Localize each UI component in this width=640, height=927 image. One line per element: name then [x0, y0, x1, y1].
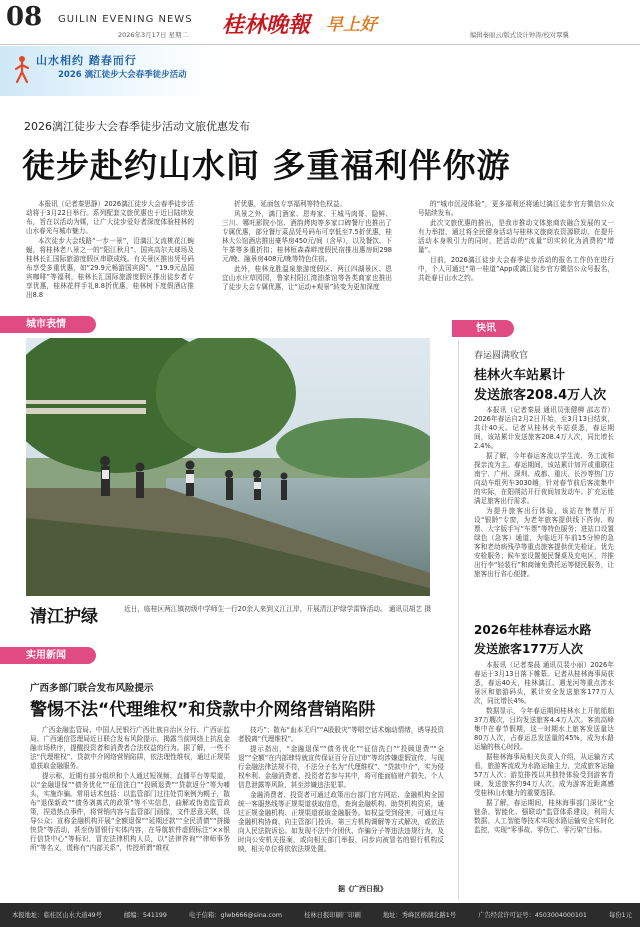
- brief2-headline-line1: 2026年桂林春运水路: [474, 623, 592, 637]
- paragraph: 数据显示，今年春运期间桂林水上开航船舶37万艘次，日均发送旅客4.4万人次。客流高峰集中在春节假期，这一时期水上旅客发送量达80万人次，占春运总发送量的45%，成为水路运输的核心时段。: [474, 707, 614, 751]
- riverbank-cleanup-photo: [26, 338, 430, 596]
- footer-ad-license: 广告经营许可证号：4503004000101: [478, 912, 587, 919]
- paragraph: 据了解，今年春运客流以学生流、务工流和探亲流为主。春运期间，该站累计加开或重联往南宁、广州、深圳、成都、重庆、长沙等热门方向动车组列车3030趟，针对春节前后客流集中的实际，在阳朔站开行夜间加发动车。扩充运能满足旅客出行需求。: [474, 452, 614, 505]
- main-article-kicker: 2026漓江徒步大会春季徒步活动文旅优惠发布: [24, 120, 250, 133]
- paragraph: 此次文旅优惠的推出，是我市推动文体旅商农融合发展的又一有力举措，通过将全民健身活动与桂林文旅商农资源联动，在提升活动本身吸引力的同时，把活动的“流量”切实转化为消费的“增量”。: [418, 219, 614, 254]
- footer-postcode: 邮编：541199: [123, 912, 167, 919]
- paragraph: 本报讯（记者秦晨 通讯员裴小丽）2026年春运于3月13日落下帷幕。记者从桂林海事局获悉，春运40天，桂林漓江、遇龙河等重点涉水景区和旅游码头，累计安全发送旅客177万人次，同比增长4%。: [474, 661, 614, 705]
- footer-email: 电子信箱：glwb666@sina.com: [188, 912, 282, 919]
- page-number: 08: [6, 2, 43, 32]
- banner-subtitle: 2026 漓江徒步大会春季徒步活动: [58, 70, 187, 80]
- paragraph: 此外，桂林龙胜温泉旅游度假区、两江四湖景区、恩宜山水庄草园园，鲁家村阳江湾油茶馆等各类商家也推出了徒步大会专属优惠，让“运动+观景”转变为更加深度: [222, 265, 392, 291]
- paragraph: 为提升旅客出行体验，该站在售票厅开设“银龄”专窗，为老年旅客提供线下咨询、购票、大字版手写“车票”等特色服务；进站口设置绿色（急客）通道，为临近开车前15分钟的急客和老幼病残孕等重点旅客提供优先检证、优先安检服务；候车室设置便民餐桌及充电区，并推出行李“轻装行”和商铺免费托运等便民服务，让旅客出行省心便捷。: [474, 507, 614, 578]
- paragraph: 技巧”；散布“血本无归”“A股股灾”等唱空话术煽动情绪，诱导投资者脱离“代理维权”。: [238, 726, 444, 743]
- section-ribbon-city: 城市表情: [0, 316, 96, 333]
- second-article-column-1: [30, 726, 230, 854]
- issue-date: 2026年3月17日 星期二: [118, 31, 189, 39]
- paper-logo: 桂林晚報: [222, 13, 311, 38]
- sidebar-divider: [458, 340, 459, 900]
- brief2-headline-line2: 发送旅客177万人次: [474, 642, 584, 656]
- main-article-headline: 徒步赴约山水间 多重福利伴你游: [22, 146, 511, 185]
- brief1-body: [474, 406, 614, 580]
- paper-slogan: 早上好: [326, 15, 377, 35]
- paragraph: 本报讯（记者秦思静）2026漓江徒步大会春季徒步活动将于3月22日举行。系列配套文旅优惠也于近日陆续发布，旨在以活动为媒，让广大徒步爱好者深度体验桂林的山水春光与城市魅力。: [26, 200, 194, 235]
- paragraph: 据了解，春运期间，桂林海事部门深化“全链条、智能化、强联动”监管体系建设，利用大数据、人工智能等技术实现水路运输安全实时化监控，实现“零事故、零伤亡、零污染”目标。: [474, 799, 614, 834]
- paragraph: 据桂林海事局相关负责人介绍，从运输方式看，旅游客流成为水路运输主力，完成旅客运输57万人次；游览排筏以其独特体验受到游客青睐，发送旅客约94万人次，成为游客近距离感受桂林山水魅力的重要选择。: [474, 753, 614, 797]
- brief1-headline-line2: 发送旅客208.4万人次: [474, 388, 607, 403]
- brief1-headline-line1: 桂林火车站累计: [474, 368, 566, 383]
- footer-address: 本报地址：临桂区山水大道49号: [12, 912, 102, 919]
- footer-printer: 桂林日报印刷厂印刷: [304, 912, 361, 919]
- second-article-column-2: [238, 726, 444, 855]
- footer-price: 每份1元: [609, 912, 632, 919]
- hiker-icon: [12, 54, 32, 84]
- paragraph: 广西金融监管局、中国人民银行广西壮族自治区分行、广西证监局、广西通信管理局近日联合发布风险提示，揭露当前网络上抗乱金融市场秩序，提醒投资者和消费者合法权益的行为。据了解，一些不法“代理维权”、贷款中介网络营销陷阱，依法理性维权，通过正规渠道获取金融服务。: [30, 726, 230, 770]
- second-article-headline: 警惕不法“代理维权”和贷款中介网络营销陷阱: [30, 700, 376, 720]
- paragraph: 提示指出，“金融退保”“债务优化”“征信洗白”“投顾退费”“全退”“全额”在内部肆恃就宣传保证百分百过审”等均涉嫌虚假宣传，与现行金融法律法规不符，不法分子名为“代理维权”、“贷款中介”，实为侵权牟利、金融消费者、投资者若参与其中，将可能面临财产损失、个人信息泄露等风险，甚至涉嫌违法犯罪。: [238, 745, 444, 789]
- paragraph: 金融消费者、投资者可通过政策出台部门官方网站、金融机构全国统一客服热线等正规渠道获取信息，查询金融机构、助贷机构资质，通过正规金融机构、正规渠道获取金融服务。如权益受到侵害，可通过与金融机构协商、向主管部门投诉、第三方机构调解等方式解决，或依法向人民法院诉讼。如发现不法中介团伙、诈骗分子等违法违规行为，及时向公安机关报案，或向相关部门举报，同步向被冒名的银行机构反映，相关单位将依依法规处置。: [238, 791, 444, 853]
- second-article-kicker: 广西多部门联合发布风险提示: [30, 683, 154, 694]
- section-ribbon-practical: 实用新闻: [0, 647, 96, 664]
- photo-caption-title: 清江护绿: [30, 607, 98, 627]
- paragraph: 风景之外，漓门酒家、恩寿家、王城马肉哥、隐鲜、三川、哪吒影院小馆、酒韵烤肉等多家口碑餐厅也推出了专属优惠，部分餐厅菜品凭号码布可享低至7.5折优惠，桂林大公馆酒店推出豪华房450元/间（含早），以及餐饮、下午茶等多重折扣；桂林桓森森畔度假民宿推出惠房间298元/晚、融景房408元/晚等特色住宿。: [222, 210, 392, 263]
- main-article-column-2: [222, 200, 392, 293]
- footer-printer-address: 地址：秀峰区榕湖北路1号: [382, 912, 457, 919]
- paragraph: 本报讯（记者秦晨 通讯员张健柳 邵志青）2026年春运自2月2日开始，至3月13日结束，共计40天。记者从桂林火车站获悉，春运期间，该站累计发送旅客208.4万人次，同比增长2.4%。: [474, 406, 614, 450]
- banner-title: 山水相约 踏春而行: [36, 54, 137, 67]
- paper-name-en: GUILIN EVENING NEWS: [58, 14, 193, 25]
- main-article-column-3: [418, 200, 614, 284]
- paragraph: 本次徒步大会线路“一步一景”，沿漓江支流桃花江蜿蜒，将桂林老八景之一的“阳江秋月”、国宾高尔夫球场及桂林长汇国际旅游度假区串联成线。有关景区推出凭号码布享受多重优惠，如“29.9元畅游国宾阁”、“19.9元品国宾咖啡”等福利，桂林长汇国际旅游度假区推出徒步者专享优惠，桂林花样手礼8.8折优惠，桂林树下度假酒店推出8.8: [26, 237, 194, 299]
- main-article-column-1: [26, 200, 194, 301]
- section-ribbon-flash: 快讯: [452, 320, 514, 337]
- photo-caption: 近日，临桂区两江镇初级中学师生一行20余人来到义江江岸，开展清江护绿学雷锋活动。 通讯员胡艺 摄: [124, 605, 432, 613]
- footer-info: [12, 910, 632, 919]
- brief2-body: [474, 661, 614, 836]
- brief1-kicker: 春运圆满收官: [474, 351, 529, 361]
- paragraph: 折优惠，延面包专享福利等特色权益。: [234, 200, 347, 208]
- editor-credits: 编辑秦丽云/版式设计钟涛/校对覃骥: [470, 32, 569, 39]
- second-article-credit: 据《广西日报》: [338, 885, 387, 893]
- paragraph: 的“城市沉浸体验”，更多福利还将通过漓江徒步官方微信公众号陆续发布。: [418, 200, 614, 217]
- paragraph: 提示称，近期有部分组织和个人通过短视频、直播平台等渠道，以“金融退保”“债务优化”“征信洗白”“投顾退费”“贷款返分”等为噱头，实施诈骗。常用话术包括：以监管部门过往处罚案例为幌子，散布“退保新政”“债务剥离式的政策”等不实信息，曲解或伪造监管政策，捏造热点事件，将营销内容与监管部门画像，文件恶意关联，误导公众；宣称金融机构开展“全额退保”“延期还款”“全民清债”“拼撮快贷”等活动，甚至伪冒银行实体内容，在导航软件虚假标注“××银行信贷中心”等标识，冒充法律机构人员，以“法律咨询”“律师事务所”等名义，谎称有“内部关系”，传授所谓“维权: [30, 772, 230, 852]
- paragraph: 目前，2026漓江徒步大会春季徒步活动的报名工作仍在进行中，个人可通过“第一桂道”App或漓江徒步官方微信公众号报名，共赴春日山水之约。: [418, 256, 614, 282]
